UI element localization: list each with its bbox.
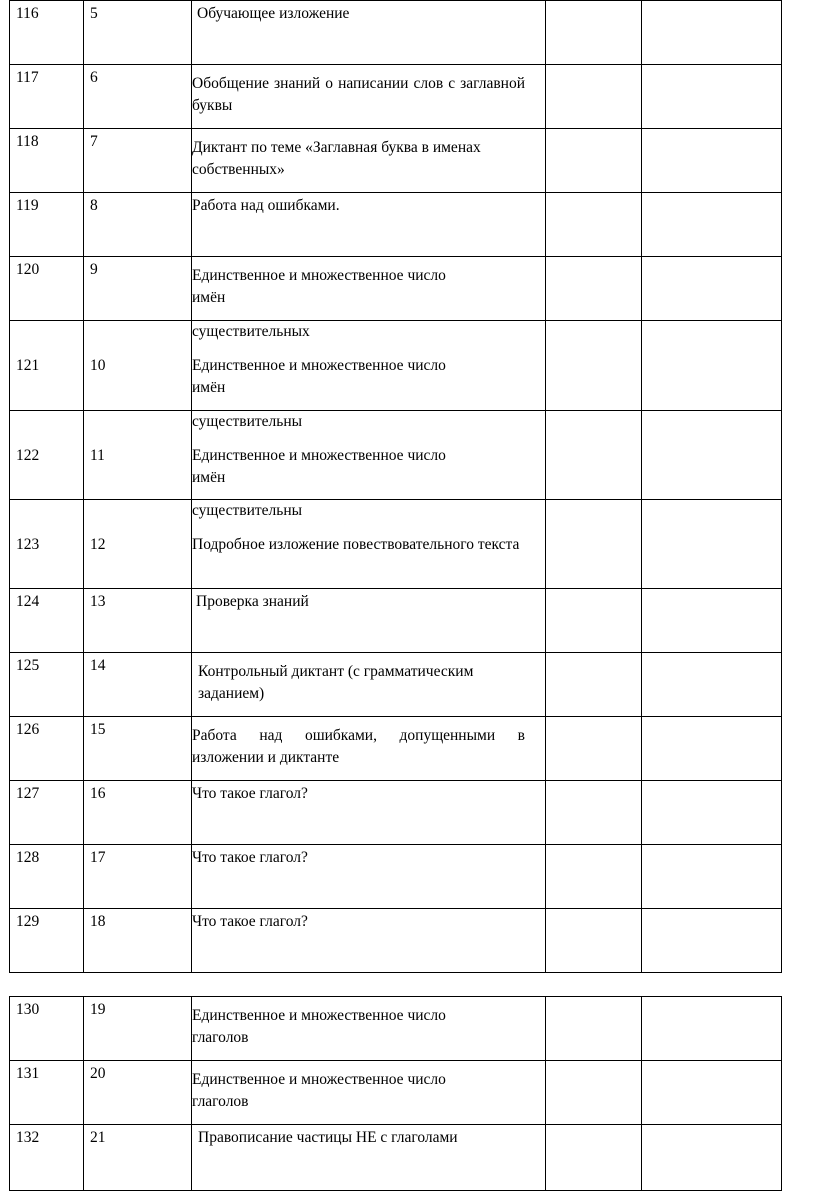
lesson-number: 119 xyxy=(10,193,84,257)
empty-cell xyxy=(642,500,782,589)
lesson-topic xyxy=(192,909,546,973)
topic-text: Единственное и множественное число имён xyxy=(192,447,446,486)
lesson-topic xyxy=(192,781,546,845)
lesson-number: 117 xyxy=(10,65,84,129)
lesson-number: 125 xyxy=(10,653,84,717)
topic-text: Единственное и множественное число глаголов xyxy=(192,1071,446,1110)
empty-cell xyxy=(546,129,642,193)
topic-continuation: существительны xyxy=(192,413,303,430)
lesson-number: 132 xyxy=(10,1125,84,1191)
topic-text: Контрольный диктант (с грамматическим заданием) xyxy=(198,663,474,702)
lesson-topic xyxy=(192,1061,546,1125)
empty-cell xyxy=(642,129,782,193)
empty-cell xyxy=(546,1,642,65)
table-row xyxy=(10,909,782,973)
lesson-index: 6 xyxy=(84,65,192,129)
lesson-number: 128 xyxy=(10,845,84,909)
topic-text: Обучающее изложение xyxy=(197,5,350,22)
empty-cell xyxy=(642,411,782,500)
lessons-table-1 xyxy=(9,0,782,973)
table-row xyxy=(10,129,782,193)
lesson-index: 12 xyxy=(84,500,192,589)
empty-cell xyxy=(546,500,642,589)
table-row xyxy=(10,193,782,257)
lesson-number: 122 xyxy=(10,411,84,500)
lesson-number: 118 xyxy=(10,129,84,193)
table-row xyxy=(10,65,782,129)
topic-text: Обобщение знаний о написании слов с заглавной буквы xyxy=(192,75,525,114)
lesson-number: 116 xyxy=(10,1,84,65)
lesson-index: 15 xyxy=(84,717,192,781)
lesson-number: 127 xyxy=(10,781,84,845)
empty-cell xyxy=(546,997,642,1061)
topic-text: Единственное и множественное число глаголов xyxy=(192,1007,446,1046)
lesson-index: 18 xyxy=(84,909,192,973)
lesson-index: 10 xyxy=(84,321,192,411)
lesson-index: 20 xyxy=(84,1061,192,1125)
table-row xyxy=(10,257,782,321)
empty-cell xyxy=(642,653,782,717)
empty-cell xyxy=(546,65,642,129)
empty-cell xyxy=(642,845,782,909)
lesson-index: 8 xyxy=(84,193,192,257)
topic-text: Диктант по теме «Заглавная буква в именах собственных» xyxy=(192,139,481,178)
table-row xyxy=(10,845,782,909)
table-row xyxy=(10,781,782,845)
lessons-table-2 xyxy=(9,996,782,1191)
empty-cell xyxy=(546,1061,642,1125)
table-row xyxy=(10,589,782,653)
empty-cell xyxy=(642,1061,782,1125)
lesson-topic xyxy=(192,257,546,321)
empty-cell xyxy=(546,653,642,717)
topic-text: Подробное изложение повествовательного текста xyxy=(192,536,520,553)
topic-text: Единственное и множественное число имён xyxy=(192,267,446,306)
empty-cell xyxy=(642,997,782,1061)
empty-cell xyxy=(642,1,782,65)
lesson-topic xyxy=(192,589,546,653)
lesson-topic xyxy=(192,500,546,589)
empty-cell xyxy=(642,257,782,321)
lesson-index: 13 xyxy=(84,589,192,653)
lesson-number: 129 xyxy=(10,909,84,973)
table-row xyxy=(10,1125,782,1191)
lesson-number: 131 xyxy=(10,1061,84,1125)
topic-text: Проверка знаний xyxy=(196,593,309,610)
lesson-topic xyxy=(192,321,546,411)
topic-text: Что такое глагол? xyxy=(192,913,308,930)
lesson-topic xyxy=(192,653,546,717)
topic-continuation: существительны xyxy=(192,502,303,519)
table-row xyxy=(10,411,782,500)
empty-cell xyxy=(546,1125,642,1191)
lesson-number: 126 xyxy=(10,717,84,781)
lesson-index: 14 xyxy=(84,653,192,717)
table-row xyxy=(10,500,782,589)
empty-cell xyxy=(546,257,642,321)
topic-text: Что такое глагол? xyxy=(192,849,308,866)
table-row xyxy=(10,653,782,717)
lesson-index: 9 xyxy=(84,257,192,321)
lesson-topic xyxy=(192,1,546,65)
empty-cell xyxy=(546,321,642,411)
empty-cell xyxy=(546,909,642,973)
table-row xyxy=(10,321,782,411)
empty-cell xyxy=(642,193,782,257)
lesson-topic xyxy=(192,411,546,500)
lesson-index: 21 xyxy=(84,1125,192,1191)
lesson-index: 19 xyxy=(84,997,192,1061)
lesson-topic xyxy=(192,717,546,781)
lesson-number: 120 xyxy=(10,257,84,321)
empty-cell xyxy=(642,321,782,411)
empty-cell xyxy=(642,909,782,973)
empty-cell xyxy=(642,717,782,781)
topic-text: Работа над ошибками. xyxy=(192,197,340,214)
empty-cell xyxy=(546,781,642,845)
topic-text: Правописание частицы НЕ с глаголами xyxy=(198,1129,458,1146)
lesson-number: 121 xyxy=(10,321,84,411)
table-row xyxy=(10,1061,782,1125)
topic-continuation: существительных xyxy=(192,323,310,340)
lesson-number: 124 xyxy=(10,589,84,653)
lesson-number: 123 xyxy=(10,500,84,589)
empty-cell xyxy=(546,411,642,500)
lesson-topic xyxy=(192,129,546,193)
lesson-index: 7 xyxy=(84,129,192,193)
table-row xyxy=(10,717,782,781)
lesson-topic xyxy=(192,65,546,129)
lesson-number: 130 xyxy=(10,997,84,1061)
empty-cell xyxy=(642,65,782,129)
empty-cell xyxy=(546,193,642,257)
lesson-topic xyxy=(192,997,546,1061)
topic-text: Что такое глагол? xyxy=(192,785,308,802)
lesson-topic xyxy=(192,1125,546,1191)
empty-cell xyxy=(546,717,642,781)
table-row xyxy=(10,1,782,65)
topic-text: Единственное и множественное число имён xyxy=(192,357,446,396)
lesson-index: 5 xyxy=(84,1,192,65)
lesson-index: 17 xyxy=(84,845,192,909)
topic-text: Работа над ошибками, допущенными в изложении и диктанте xyxy=(192,727,525,766)
empty-cell xyxy=(642,589,782,653)
empty-cell xyxy=(546,589,642,653)
lesson-topic xyxy=(192,193,546,257)
empty-cell xyxy=(642,781,782,845)
empty-cell xyxy=(546,845,642,909)
lesson-index: 16 xyxy=(84,781,192,845)
lesson-topic xyxy=(192,845,546,909)
lesson-index: 11 xyxy=(84,411,192,500)
empty-cell xyxy=(642,1125,782,1191)
table-row xyxy=(10,997,782,1061)
